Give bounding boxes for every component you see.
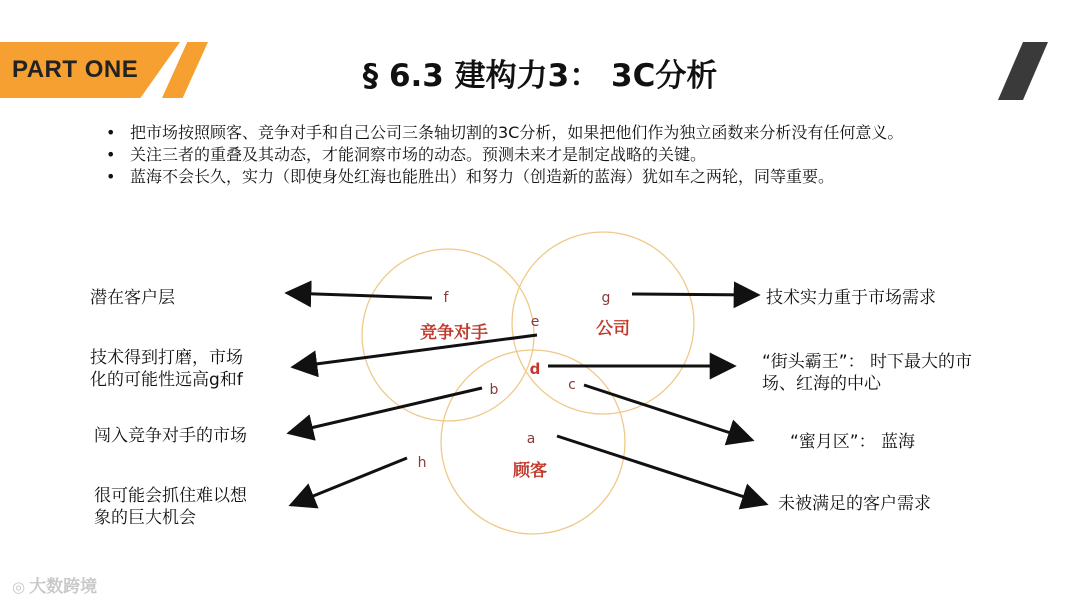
- arrow-a: [557, 436, 766, 504]
- label-d-line1: “街头霸王”： 时下最大的市: [762, 352, 973, 372]
- circle-label-customer: 顾客: [513, 461, 547, 481]
- watermark: [12, 572, 97, 597]
- bullet-item: • 蓝海不会长久，实力（即使身处红海也能胜出）和努力（创造新的蓝海）犹如车之两轮，同等重要。: [104, 166, 1014, 188]
- label-c: “蜜月区”： 蓝海: [790, 432, 916, 452]
- region-e: e: [530, 314, 540, 330]
- label-h-line2: 象的巨大机会: [94, 508, 196, 528]
- arrow-g: [632, 294, 758, 295]
- label-h-line1: 很可能会抓住难以想: [94, 486, 247, 506]
- bullet-item: • 把市场按照顾客、竞争对手和自己公司三条轴切割的3C分析，如果把他们作为独立函数来分析没有任何意义。: [104, 122, 1014, 144]
- bullet-item: • 关注三者的重叠及其动态，才能洞察市场的动态。预测未来才是制定战略的关键。: [104, 144, 1014, 166]
- arrow-h: [291, 458, 407, 505]
- part-label: PART ONE: [12, 56, 139, 83]
- circle-label-company: 公司: [596, 319, 630, 339]
- label-b: 闯入竞争对手的市场: [94, 426, 247, 446]
- label-e-line2: 化的可能性远高g和f: [90, 370, 243, 390]
- kol-logo-icon: ◎: [12, 578, 26, 596]
- region-d: d: [529, 360, 541, 378]
- arrow-f: [287, 293, 432, 298]
- watermark-text: 大数跨境: [29, 577, 98, 597]
- page-title: § 6.3 建构力3： 3C分析: [362, 58, 718, 94]
- label-g: 技术实力重于市场需求: [766, 288, 936, 308]
- label-f: 潜在客户层: [90, 288, 175, 308]
- arrow-e: [293, 335, 537, 367]
- region-f: f: [443, 290, 449, 306]
- region-c: c: [568, 377, 576, 393]
- label-a: 未被满足的客户需求: [778, 494, 931, 514]
- region-b: b: [489, 382, 499, 398]
- region-g: g: [601, 290, 611, 306]
- circle-label-competitor: 竞争对手: [420, 323, 488, 343]
- arrow-c: [584, 385, 752, 440]
- region-h: h: [417, 455, 427, 471]
- label-d-line2: 场、红海的中心: [762, 374, 881, 394]
- label-e-line1: 技术得到打磨，市场: [90, 348, 243, 368]
- region-a: a: [526, 431, 536, 447]
